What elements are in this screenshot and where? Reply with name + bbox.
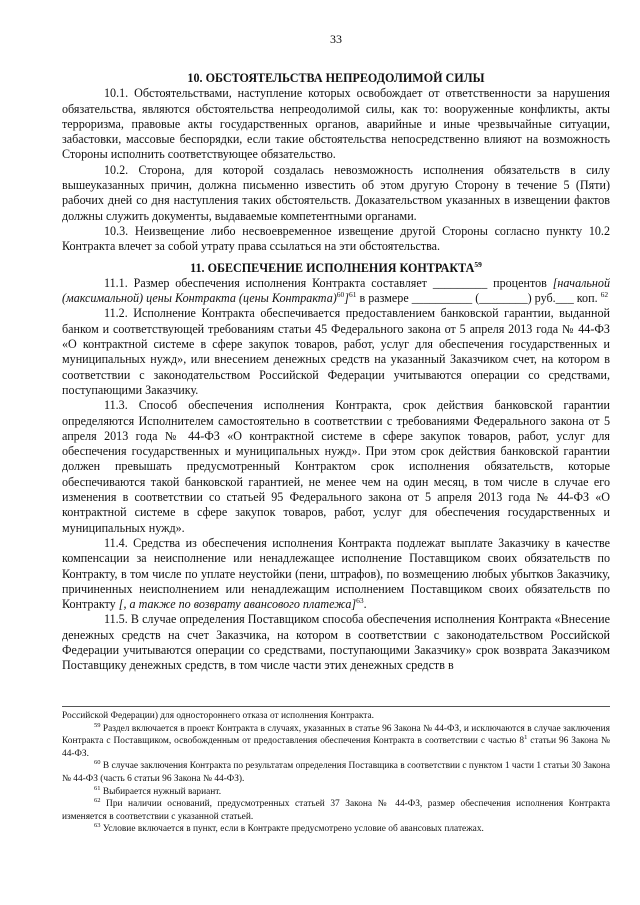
price-variant-text: [начальной (максимальной) цены Контракта (цены Контракта) <box>62 275 610 306</box>
paragraph-11-1-text: 11.1. Размер обеспечения исполнения Контракта составляет _________ процентов <box>104 275 553 290</box>
paragraph-10-2: 10.2. Сторона, для которой создалась невозможность исполнения обязательств в силу вышеуказанных причин, должна письменно известить об этом другую Сторону в течение 5 (Пяти) рабочих дней со дня наступления таких обстоятельств. Доказательством указанных в извещении фактов должны служить документы, выдаваемые компетентными органами. <box>62 162 610 223</box>
footnote-61 <box>62 786 610 799</box>
paragraph-11-5: 11.5. В случае определения Поставщиком способа обеспечения исполнения Контракта «Внесение денежных средств на счет Заказчика, на котором в соответствии с законодательством Российской Федерации учитываются операции со средствами, поступающими Заказчику» срок возврата Заказчиком Поставщику денежных средств, в том числе части этих денежных средств в <box>62 612 610 673</box>
section-11-heading <box>62 261 610 276</box>
footnote-62-number: 62 <box>94 797 101 805</box>
footnote-63 <box>62 823 610 836</box>
paragraph-11-4-end: . <box>363 597 367 612</box>
footnote-59-text-end: статьи 96 Закона № 44-ФЗ. <box>62 736 610 759</box>
footnote-59-superscript: 1 <box>524 734 528 742</box>
footnote-59-number: 59 <box>94 721 101 729</box>
footnote-60-text: В случае заключения Контракта по результатам определения Поставщика в соответствии с пунктом 1 части 1 статьи 30 Закона № 44-ФЗ (часть 6 статьи 96 Закона № 44-ФЗ). <box>62 761 610 784</box>
footnote-ref-59[interactable]: 59 <box>474 259 482 269</box>
section-10-heading: 10. ОБСТОЯТЕЛЬСТВА НЕПРЕОДОЛИМОЙ СИЛЫ <box>187 71 485 85</box>
footnote-ref-63[interactable]: 63 <box>356 596 364 606</box>
section-11-title: 11. ОБЕСПЕЧЕНИЕ ИСПОЛНЕНИЯ КОНТРАКТА <box>190 260 475 275</box>
footnotes <box>62 706 610 836</box>
footnote-61-number: 61 <box>94 784 101 792</box>
footnote-63-number: 63 <box>94 822 101 830</box>
paragraph-11-1 <box>62 276 610 307</box>
footnote-59-text: Раздел включается в проект Контракта в случаях, указанных в статье 96 Закона № 44-ФЗ, и исключаются в случае заключения Контракта с Поставщиком, освобожденным от предоставления обеспечения Контракта в соответствии с частью 8 <box>62 723 610 747</box>
footnote-61-text: Выбирается нужный вариант. <box>100 786 222 797</box>
price-variant-bracket: ] <box>344 291 349 306</box>
footnote-60 <box>62 760 610 785</box>
footnote-ref-60[interactable]: 60 <box>336 290 345 300</box>
footnote-63-text: Условие включается в пункт, если в Контракте предусмотрено условие об авансовых платежах. <box>100 824 484 835</box>
paragraph-11-2: 11.2. Исполнение Контракта обеспечивается предоставлением банковской гарантии, выданной банком и соответствующей требованиям статьи 45 Федерального закона от 5 апреля 2013 года № 44-ФЗ «О контрактной системе в сфере закупок товаров, работ, услуг для обеспечения государственных и муниципальных нужд», или внесением денежных средств на указанный Заказчиком счет, на котором в соответствии с законодательством Российской Федерации учитываются операции со средствами, поступающими Заказчику. <box>62 306 610 397</box>
footnote-62-text: При наличии оснований, предусмотренных статьей 37 Закона № 44-ФЗ, размер обеспечения исполнения Контракта изменяется в соответствии с указанной статьей. <box>62 799 610 822</box>
footnote-62 <box>62 798 610 823</box>
footnote-ref-62[interactable]: 62 <box>600 290 609 300</box>
paragraph-11-4 <box>62 536 610 612</box>
paragraph-10-3: 10.3. Неизвещение либо несвоевременное извещение другой Стороны согласно пункту 10.2 Контракта влечет за собой утрату права ссылаться на эти обстоятельства. <box>62 223 610 254</box>
footnote-continuation: Российской Федерации) для одностороннего отказа от исполнения Контракта. <box>62 711 374 721</box>
paragraph-11-3: 11.3. Способ обеспечения исполнения Контракта, срок действия банковской гарантии определяются Исполнителем самостоятельно в соответствии с требованиями Федерального закона от 5 апреля 2013 года № 44-ФЗ «О контрактной системе в сфере закупок товаров, работ, услуг для обеспечения государственных и муниципальных нужд». При этом срок действия банковской гарантии должен превышать предусмотренный Контрактом срок исполнения обязательств, которые обеспечиваются такой банковской гарантией, не менее чем на один месяц, в том числе в случае его изменения в соответствии со статьей 95 Федерального закона от 5 апреля 2013 года № 44-ФЗ «О контрактной системе в сфере закупок товаров, работ, услуг для обеспечения государственных и муниципальных нужд». <box>62 398 610 535</box>
amount-text: в размере __________ (________) руб.___ коп. <box>356 291 601 306</box>
footnote-ref-61[interactable]: 61 <box>349 290 357 300</box>
main-text <box>62 71 610 674</box>
advance-payment-text: [, а также по возврату авансового платежа] <box>118 597 357 612</box>
footnote-60-number: 60 <box>94 759 101 767</box>
footnote-divider <box>62 706 610 707</box>
footnote-59 <box>62 723 610 761</box>
page-number: 33 <box>330 32 342 46</box>
paragraph-10-1: 10.1. Обстоятельствами, наступление которых освобождает от ответственности за нарушения обязательства, являются обстоятельства непреодолимой силы, как то: вооруженные конфликты, акты терроризма, правовые акты государственных органов, аварийные и иные чрезвычайные ситуации, забастовки, массовые беспорядки, если такие обстоятельства непосредственно влияют на возможность Стороны исполнить соответствующее обязательство. <box>62 86 610 162</box>
paragraph-11-4-text: 11.4. Средства из обеспечения исполнения Контракта подлежат выплате Заказчику в качестве компенсации за неисполнение или ненадлежащее исполнение Поставщиком своих обязательств по Контракту, в том числе по уплате неустойки (пени, штрафов), по возмещению любых убытков Заказчику, причиненных неисполнением или ненадлежащим исполнением Поставщиком своих обязательств по Контракту <box>62 535 610 612</box>
